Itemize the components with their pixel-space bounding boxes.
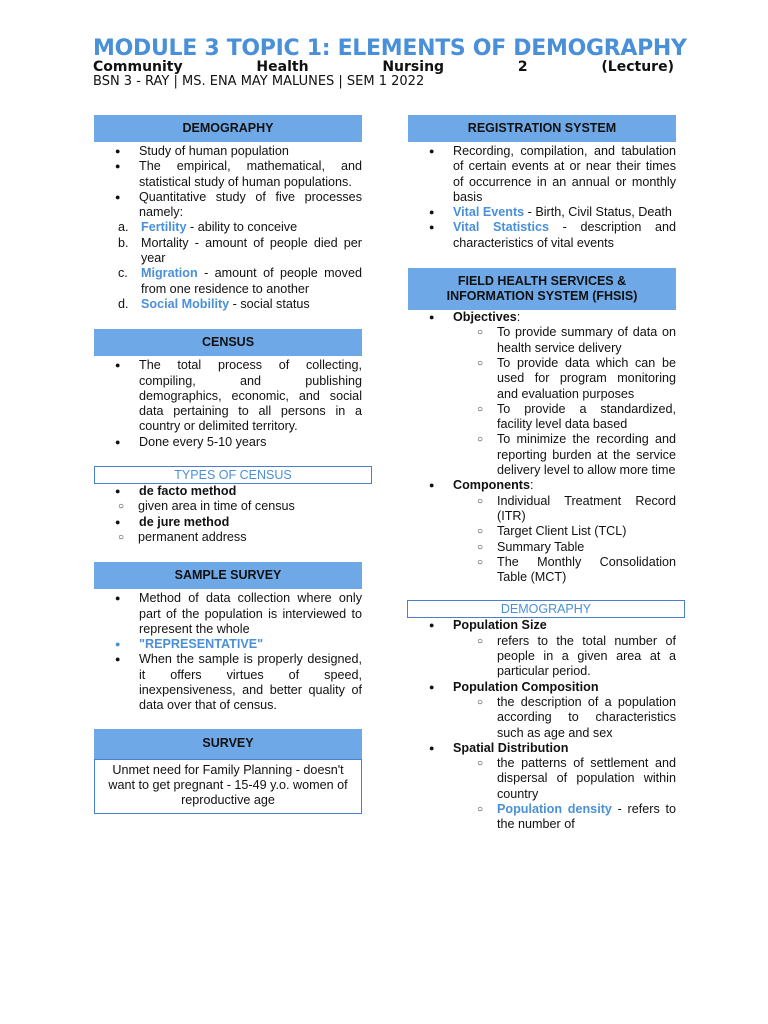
subtitle-word: Health xyxy=(256,59,309,75)
sample-survey-list xyxy=(94,591,362,713)
term-migration: Migration xyxy=(141,266,198,281)
list-item: ○ Individual Treatment Record (ITR) xyxy=(453,494,676,525)
term-population-density: Population density xyxy=(497,801,612,816)
right-column xyxy=(408,115,676,833)
term-vital-events: Vital Events xyxy=(453,205,525,220)
list-item: ○ Summary Table xyxy=(453,540,676,555)
list-item: ● Quantitative study of five processes namely: a. Fertility - ability to conceive b. Mortality - amount of people died per year c. Migration - amount of people moved from one residence to another d. Social Mobility - social status xyxy=(94,190,362,312)
list-item: a. Fertility - ability to conceive xyxy=(118,220,298,235)
survey-box: Unmet need for Family Planning - doesn't want to get pregnant - 15-49 y.o. women of reproductive age xyxy=(94,759,362,814)
course-meta: BSN 3 - RAY | MS. ENA MAY MALUNES | SEM 1 2022 xyxy=(93,74,425,89)
list-item: ● Study of human population xyxy=(94,144,362,159)
list-item: ● "REPRESENTATIVE" xyxy=(94,637,362,652)
list-item: ● Method of data collection where only part of the population is interviewed to represent the whole xyxy=(94,591,362,637)
list-item: ○ the patterns of settlement and dispersal of population within country xyxy=(453,756,676,802)
course-subtitle xyxy=(93,59,674,75)
list-item: ● The empirical, mathematical, and statistical study of human populations. xyxy=(94,159,362,190)
list-item: ● Population Composition ○ the description of a population according to characteristics such as age and sex xyxy=(408,680,676,741)
list-item: d. Social Mobility - social status xyxy=(118,296,310,311)
section-heading-survey: SURVEY xyxy=(94,729,362,759)
list-item: ● Population Size ○ refers to the total number of people in a given area at a particular period. xyxy=(408,618,676,679)
term-vital-statistics: Vital Statistics xyxy=(453,220,549,235)
list-item: ● Components: ○ Individual Treatment Record (ITR) ○ Target Client List (TCL) ○ Summary Table ○ The Monthly Consolidation Table (MCT) xyxy=(408,478,676,585)
subtitle-word: Community xyxy=(93,59,183,75)
sub-list xyxy=(408,634,676,680)
census-list xyxy=(94,358,362,450)
section-heading-demography-2: DEMOGRAPHY xyxy=(407,600,685,618)
page-title: MODULE 3 TOPIC 1: ELEMENTS OF DEMOGRAPHY xyxy=(93,36,687,61)
list-item: ○ Population density - refers to the number of xyxy=(453,802,676,833)
demography-list xyxy=(94,144,362,312)
term-fertility: Fertility xyxy=(141,220,187,235)
list-item: ● Vital Statistics - description and characteristics of vital events xyxy=(408,220,676,251)
list-item: ○ To provide summary of data on health service delivery xyxy=(453,325,676,356)
list-item: ● Done every 5-10 years xyxy=(94,435,362,450)
section-heading-demography: DEMOGRAPHY xyxy=(94,115,362,142)
list-item: ○ The Monthly Consolidation Table (MCT) xyxy=(453,555,676,586)
subtitle-word: 2 xyxy=(517,59,528,75)
list-item: ● Objectives: ○ To provide summary of data on health service delivery ○ To provide data which can be used for program monitoring and evaluation purposes ○ To provide a standardized, facility level data based ○ To minimize the recording and reporting burden at the service delivery level to allow more time xyxy=(408,310,676,478)
section-heading-fhsis: FIELD HEALTH SERVICES & INFORMATION SYSTEM (FHSIS) xyxy=(408,268,676,310)
section-heading-census: CENSUS xyxy=(94,329,362,356)
term-mortality: Mortality xyxy=(141,235,189,250)
list-item: ○ To minimize the recording and reporting burden at the service delivery level to allow more time xyxy=(453,432,676,478)
list-item: ● Recording, compilation, and tabulation of certain events at or near their times of occurrence in an annual or monthly basis xyxy=(408,144,676,205)
section-heading-registration-system: REGISTRATION SYSTEM xyxy=(408,115,676,142)
list-item: ○ permanent address xyxy=(94,530,362,545)
sub-list xyxy=(94,530,362,545)
registration-list xyxy=(408,144,676,251)
sub-list xyxy=(408,756,676,832)
list-item: ● Vital Events - Birth, Civil Status, Death xyxy=(408,205,676,220)
sub-list xyxy=(94,499,362,514)
fhsis-list xyxy=(408,310,676,585)
sub-list xyxy=(408,695,676,741)
list-item: ● The total process of collecting, compiling, and publishing demographics, economic, and social data pertaining to all persons in a country or delimited territory. xyxy=(94,358,362,434)
list-item: ○ Target Client List (TCL) xyxy=(453,524,676,539)
list-item: ○ refers to the total number of people in a given area at a particular period. xyxy=(453,634,676,680)
section-heading-types-of-census: TYPES OF CENSUS xyxy=(94,466,372,484)
subtitle-word: (Lecture) xyxy=(601,59,674,75)
types-of-census-list xyxy=(94,484,362,545)
list-item: ○ To provide data which can be used for program monitoring and evaluation purposes xyxy=(453,356,676,402)
list-item: b. Mortality - amount of people died per year xyxy=(118,235,362,266)
list-item: ○ given area in time of census xyxy=(94,499,362,514)
list-item: ● de jure method ○ permanent address xyxy=(94,515,362,546)
components-list xyxy=(408,494,676,586)
five-processes-list xyxy=(94,220,362,312)
list-item: c. Migration - amount of people moved from one residence to another xyxy=(118,266,362,296)
subtitle-word: Nursing xyxy=(382,59,445,75)
list-item: ● de facto method ○ given area in time of census xyxy=(94,484,362,515)
list-item: ○ the description of a population according to characteristics such as age and sex xyxy=(453,695,676,741)
left-column xyxy=(94,115,362,814)
demography2-list xyxy=(408,618,676,832)
term-social-mobility: Social Mobility xyxy=(141,296,230,311)
list-item: ● Spatial Distribution ○ the patterns of settlement and dispersal of population within country ○ Population density - refers to the number of xyxy=(408,741,676,833)
section-heading-sample-survey: SAMPLE SURVEY xyxy=(94,562,362,589)
objectives-list xyxy=(408,325,676,478)
list-item: ● When the sample is properly designed, it offers virtues of speed, inexpensiveness, and better quality of data over that of census. xyxy=(94,652,362,713)
list-item: ○ To provide a standardized, facility level data based xyxy=(453,402,676,433)
